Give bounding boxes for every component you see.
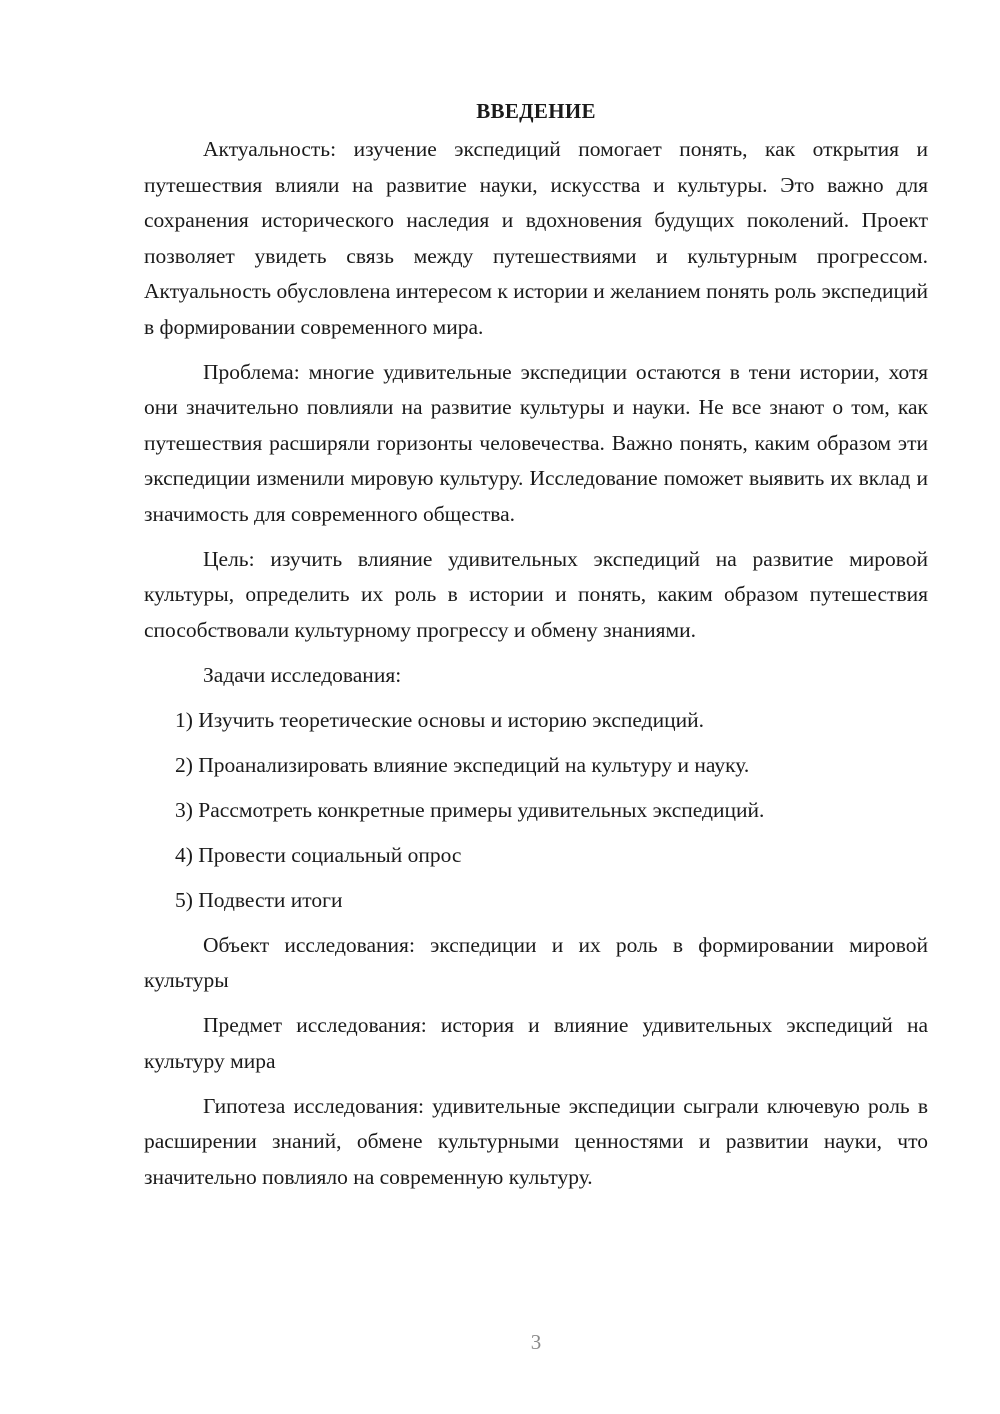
list-item: 2) Проанализировать влияние экспедиций на культуру и науку. bbox=[175, 752, 750, 777]
page-number: 3 bbox=[530, 1330, 542, 1354]
list-item: 4) Провести социальный опрос bbox=[175, 842, 462, 867]
problem-paragraph: Проблема: многие удивительные экспедиции остаются в тени истории, хотя они значительно повлияли на развитие культуры и науки. Не все знают о том, как путешествия расширяли горизонты человечества. Важно понять, каким образом эти экспедиции изменили мировую культуру. Исследование поможет выявить их вклад и значимость для современного общества. bbox=[144, 359, 928, 526]
tasks-heading: Задачи исследования: bbox=[203, 662, 402, 687]
list-item: 3) Рассмотреть конкретные примеры удивительных экспедиций. bbox=[175, 797, 765, 822]
list-item: 1) Изучить теоретические основы и историю экспедиций. bbox=[175, 707, 705, 732]
list-item: 5) Подвести итоги bbox=[175, 887, 343, 912]
relevance-paragraph: Актуальность: изучение экспедиций помогает понять, как открытия и путешествия влияли на развитие науки, искусства и культуры. Это важно для сохранения исторического наследия и вдохновения будущих поколений. Проект позволяет увидеть связь между путешествиями и культурным прогрессом. Актуальность обусловлена интересом к истории и желанием понять роль экспедиций в формировании современного мира. bbox=[144, 137, 928, 339]
page-title: ВВЕДЕНИЕ bbox=[476, 99, 596, 123]
subject-paragraph: Предмет исследования: история и влияние удивительных экспедиций на культуру мира bbox=[144, 1013, 928, 1073]
tasks-list bbox=[144, 703, 928, 919]
object-paragraph: Объект исследования: экспедиции и их роль в формировании мировой культуры bbox=[144, 932, 928, 992]
hypothesis-paragraph: Гипотеза исследования: удивительные экспедиции сыграли ключевую роль в расширении знаний, обмене культурными ценностями и развитии науки, что значительно повлияло на современную культуру. bbox=[144, 1093, 928, 1189]
goal-paragraph: Цель: изучить влияние удивительных экспедиций на развитие мировой культуры, определить их роль в истории и понять, каким образом путешествия способствовали культурному прогрессу и обмену знаниями. bbox=[144, 546, 928, 642]
document-page bbox=[144, 96, 928, 1205]
